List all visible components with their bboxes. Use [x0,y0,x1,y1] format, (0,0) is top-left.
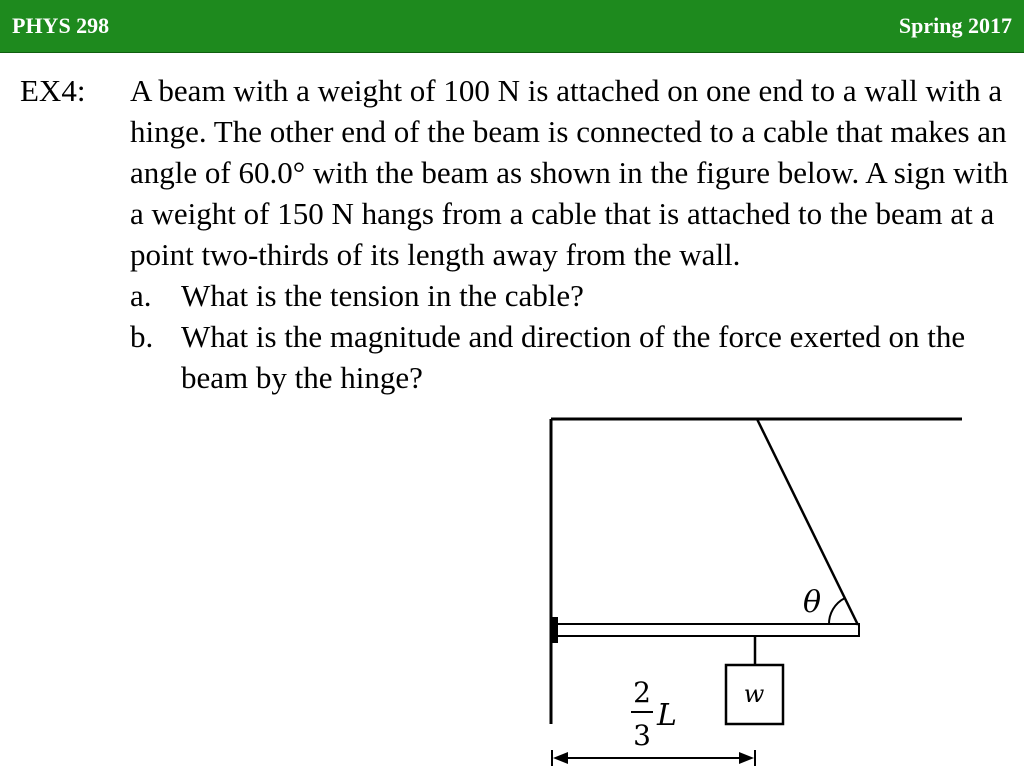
question-b-marker: b. [130,319,154,354]
length-variable: L [657,698,677,733]
dimension-arrow-left [553,752,568,764]
question-b-text: What is the magnitude and direction of the force exerted on the beam by the hinge? [181,319,966,395]
problem-text: A beam with a weight of 100 N is attached on one end to a wall with a hinge. The other end of the beam is connected to a cable that makes an angle of 60.0° with the beam as shown in the figure below. A sign with a weight of 150 N hangs from a cable that is attached to the beam at a point two-thirds of its length away from the wall. [130,73,1009,272]
example-label: EX4: [20,73,86,108]
term-label: Spring 2017 [898,13,1012,38]
fraction-denominator: 3 [633,719,651,752]
angle-label: θ [803,585,822,620]
dimension-arrow-right [739,752,754,764]
course-title: PHYS 298 [12,13,110,38]
weight-label: w [743,680,765,708]
beam [557,624,859,636]
angle-arc [829,598,845,625]
question-a-marker: a. [130,278,152,313]
question-a-text: What is the tension in the cable? [181,278,584,313]
fraction-numerator: 2 [633,676,651,709]
